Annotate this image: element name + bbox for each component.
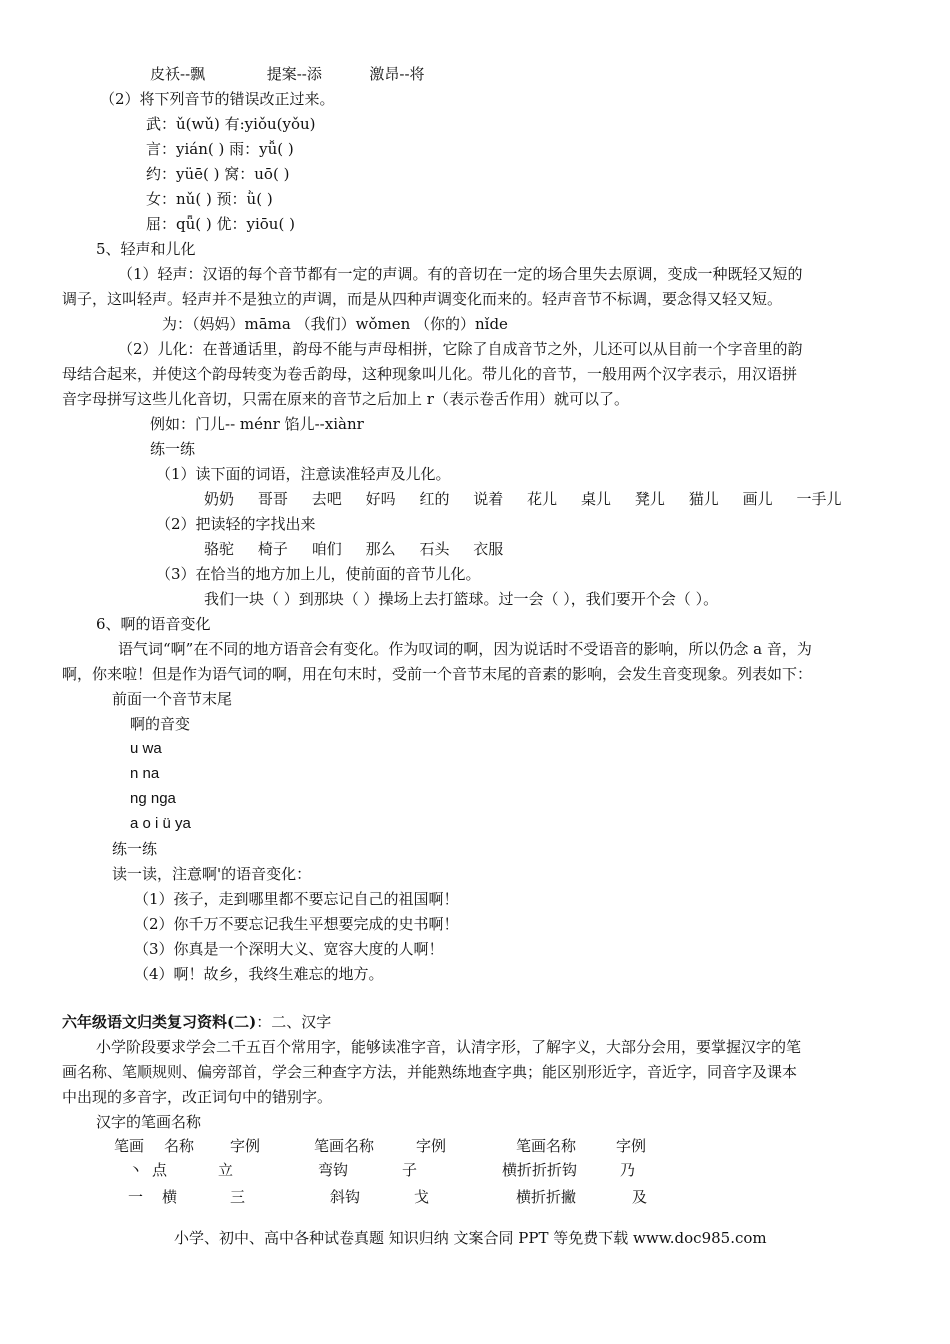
pair-2: 提案--添	[266, 65, 322, 83]
s2-title: （2）将下列音节的错误改正过来。	[100, 90, 335, 108]
stroke-header-7: 字例	[616, 1137, 647, 1155]
stroke-cell: 点	[152, 1161, 168, 1179]
hz-para-1: 小学阶段要求学会二千五百个常用字，能够读准字音，认清字形，了解字义，大部分会用，要掌握汉字的笔	[96, 1038, 802, 1056]
word: 桌儿	[581, 490, 612, 508]
word: 猫儿	[688, 490, 719, 508]
a-para-2: 啊，你来啦！但是作为语气词的啊，用在句末时，受前一个音节末尾的音素的影响，会发生音变现象。列表如下：	[62, 665, 813, 683]
stroke-cell: 弯钩	[318, 1161, 349, 1179]
stroke-cell: 横折折折钩	[502, 1161, 578, 1179]
word: 那么	[365, 540, 396, 558]
stroke-cell: 戈	[414, 1188, 430, 1206]
word: 画儿	[742, 490, 773, 508]
s2-line-3: 约：yüē( ) 窝：uō( )	[146, 165, 290, 183]
stroke-header-3: 字例	[230, 1137, 261, 1155]
er-para-2: 母结合起来，并使这个韵母转变为卷舌韵母，这种现象叫儿化。带儿化的音节，一般用两个汉字表示，用汉语拼	[62, 365, 798, 383]
practice2-title: 练一练	[112, 840, 158, 858]
word: 花儿	[527, 490, 558, 508]
stroke-cell: 乃	[620, 1161, 636, 1179]
qs-example: 为：（妈妈）māma （我们）wǒmen （你的）nǐde	[162, 315, 508, 333]
word: 好吗	[365, 490, 396, 508]
a-table-head-1: 前面一个音节末尾	[112, 690, 233, 708]
heading-rest: ：二、汉字	[256, 1013, 332, 1031]
p2-intro: 读一读，注意啊'的语音变化：	[112, 865, 312, 883]
stroke-cell: 丶	[128, 1161, 144, 1179]
practice1-title: 练一练	[150, 440, 196, 458]
p2-item-4: （4）啊！故乡，我终生难忘的地方。	[134, 965, 384, 983]
word: 奶奶	[204, 490, 235, 508]
word: 石头	[419, 540, 450, 558]
p1-q2: （2）把读轻的字找出来	[156, 515, 316, 533]
word: 去吧	[311, 490, 342, 508]
a-table-row: u wa	[130, 740, 162, 757]
qs-para-2: 调子，这叫轻声。轻声并不是独立的声调，而是从四种声调变化而来的。轻声音节不标调，要念得又轻又短。	[62, 290, 783, 308]
stroke-cell: 横	[162, 1188, 178, 1206]
sec5-title: 5、轻声和儿化	[96, 240, 196, 258]
section-heading	[62, 1012, 331, 1032]
word: 凳儿	[634, 490, 665, 508]
top-pairs-line	[150, 64, 425, 84]
p1-words1	[204, 489, 841, 509]
stroke-cell: 子	[402, 1161, 418, 1179]
er-example: 例如：门儿-- ménr 馅儿--xiànr	[150, 415, 364, 433]
hz-para-3: 中出现的多音字，改正词句中的错别字。	[62, 1088, 333, 1106]
s2-line-5: 屈：qǖ( ) 优：yiōu( )	[146, 215, 295, 233]
a-table-row: a o i ü ya	[130, 815, 191, 832]
word: 椅子	[257, 540, 288, 558]
p1-words2	[204, 539, 503, 559]
a-table-head-2: 啊的音变	[130, 715, 191, 733]
stroke-cell: 及	[632, 1188, 648, 1206]
stroke-cell: 三	[230, 1188, 246, 1206]
stroke-title: 汉字的笔画名称	[96, 1113, 202, 1131]
stroke-header-2: 名称	[164, 1137, 195, 1155]
s2-line-2: 言：yián( ) 雨：yǚ( )	[146, 140, 294, 158]
stroke-cell: 一	[128, 1188, 144, 1206]
p2-item-2: （2）你千万不要忘记我生平想要完成的史书啊！	[134, 915, 459, 933]
s2-line-4: 女：nǔ( ) 预：ǜ( )	[146, 190, 273, 208]
word: 骆驼	[204, 540, 235, 558]
pair-1: 皮袄--飘	[150, 65, 206, 83]
qs-para-1: （1）轻声：汉语的每个音节都有一定的声调。有的音切在一定的场合里失去原调，变成一种既轻又短的	[118, 265, 803, 283]
s2-line-1: 武：ǔ(wǔ) 有:yiǒu(yǒu)	[146, 115, 316, 133]
word: 咱们	[311, 540, 342, 558]
stroke-header-4: 笔画名称	[314, 1137, 375, 1155]
heading-bold: 六年级语文归类复习资料(二)	[62, 1013, 257, 1031]
word: 红的	[419, 490, 450, 508]
stroke-cell: 立	[218, 1161, 234, 1179]
stroke-cell: 斜钩	[330, 1188, 361, 1206]
er-para-3: 音字母拼写这些儿化音切，只需在原来的音节之后加上 r（表示卷舌作用）就可以了。	[62, 390, 629, 408]
er-para-1: （2）儿化：在普通话里，韵母不能与声母相拼，它除了自成音节之外，儿还可以从目前一个字音里的韵	[118, 340, 803, 358]
p1-q3-text: 我们一块（ ）到那块（ ）操场上去打篮球。过一会（ ），我们要开个会（ ）。	[204, 590, 719, 608]
stroke-cell: 横折折撇	[516, 1188, 577, 1206]
word: 衣服	[473, 540, 504, 558]
a-para-1: 语气词“啊”在不同的地方语音会有变化。作为叹词的啊，因为说话时不受语音的影响，所以仍念 a 音，为	[118, 640, 812, 658]
sec6-title: 6、啊的语音变化	[96, 615, 211, 633]
hz-para-2: 画名称、笔顺规则、偏旁部首，学会三种查字方法，并能熟练地查字典；能区别形近字，音近字，同音字及课本	[62, 1063, 798, 1081]
a-table-row: ng nga	[130, 790, 176, 807]
a-table-row: n na	[130, 765, 160, 782]
word: 哥哥	[257, 490, 288, 508]
p1-q3: （3）在恰当的地方加上儿，使前面的音节儿化。	[156, 565, 481, 583]
stroke-header-6: 笔画名称	[516, 1137, 577, 1155]
footer: 小学、初中、高中各种试卷真题 知识归纳 文案合同 PPT 等免费下载 www.doc985.com	[174, 1229, 767, 1247]
stroke-header-1: 笔画	[114, 1137, 145, 1155]
p2-item-1: （1）孩子，走到哪里都不要忘记自己的祖国啊！	[134, 890, 459, 908]
word: 一手儿	[796, 490, 842, 508]
stroke-header-5: 字例	[416, 1137, 447, 1155]
p1-q1: （1）读下面的词语，注意读准轻声及儿化。	[156, 465, 451, 483]
pair-3: 激昂--将	[369, 65, 425, 83]
word: 说着	[473, 490, 504, 508]
p2-item-3: （3）你真是一个深明大义、宽容大度的人啊！	[134, 940, 444, 958]
